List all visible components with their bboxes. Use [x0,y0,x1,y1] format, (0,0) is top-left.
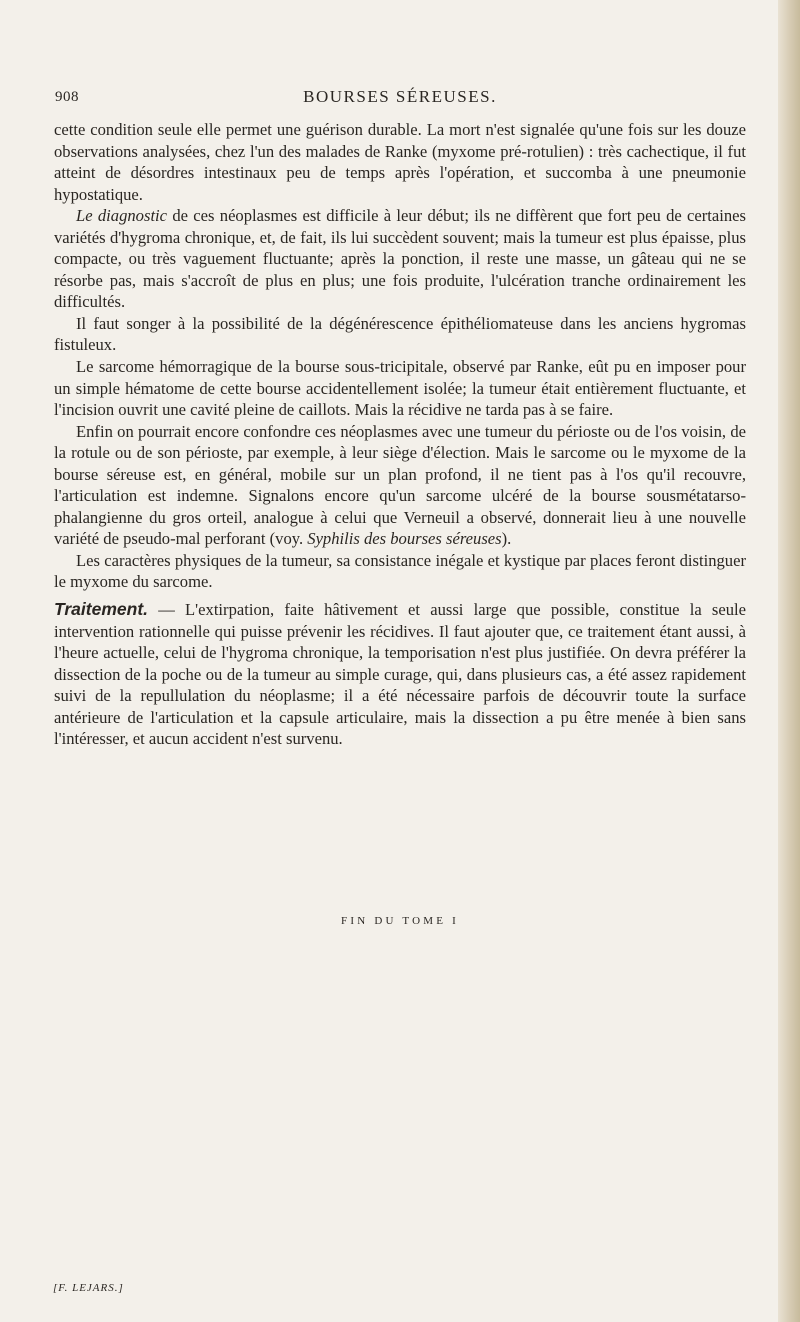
author-signature: [F. LEJARS.] [53,1282,124,1294]
paragraph-text: — L'extirpation, faite hâtivement et aussi large que possible, constitue la seule intervention rationnelle qui puisse prévenir les récidives. Il faut ajouter que, ce traitement étant aussi, à l'heure actuelle, celui de l'hygroma chronique, la temporisation n'est plus justifiée. On devra préférer la dissection de la poche ou de la tumeur au simple curage, qui, dans plusieurs cas, a été assez rapidement suivi de la repullulation du néoplasme; il a été nécessaire parfois de découvrir toute la surface antérieure de l'articulation et la capsule articulaire, mais la dissection a pu être menée à bien sans l'intéresser, et aucun accident n'est survenu. [54,600,746,749]
paragraph-confusion [54,421,746,550]
page-number: 908 [55,89,79,105]
italic-reference: Syphilis des bourses séreuses [307,529,502,549]
paragraph-text: cette condition seule elle permet une guérison durable. La mort n'est signalée qu'une fois sur les douze observations analysées, chez l'un des malades de Ranke (myxome pré-rotulien) : très cachectique, il fut atteint de désordres intestinaux peu de temps après l'opération, et succomba à une pneumonie hypostatique. [54,120,746,204]
paragraph-text: Enfin on pourrait encore confondre ces néoplasmes avec une tumeur du périoste ou de l'os voisin, de la rotule ou de son périoste, par exemple, à leur siège d'élection. Mais le sarcome ou le myxome de la bourse séreuse est, en général, mobile sur un plan profond, il ne tient pas à l'os qu'il recouvre, l'articulation est indemne. Signalons encore qu'un sarcome ulcéré de la bourse sousmétatarso-phalangienne du gros orteil, analogue à celui que Verneuil a observé, donnerait lieu à une nouvelle variété de pseudo-mal perforant (voy. [54,421,746,549]
paragraph-caracteres [54,550,746,593]
page-header [50,85,750,111]
paragraph-condition [54,119,746,205]
body-text [54,119,746,750]
section-heading-traitement: Traitement. [54,599,149,620]
paragraph-traitement [54,599,746,750]
page-edge-shadow [778,0,800,1322]
paragraph-diagnostic [54,205,746,313]
paragraph-text: Les caractères physiques de la tumeur, sa consistance inégale et kystique par places feront distinguer le myxome du sarcome. [54,550,746,592]
paragraph-sarcome [54,356,746,421]
end-of-volume-note: FIN DU TOME I [341,915,459,927]
paragraph-degenerescence [54,313,746,356]
paragraph-text: Il faut songer à la possibilité de la dégénérescence épithéliomateuse dans les anciens hygromas fistuleux. [54,313,746,355]
italic-term-diagnostic: Le diagnostic [76,206,168,226]
paragraph-text: Le sarcome hémorragique de la bourse sous-tricipitale, observé par Ranke, eût pu en imposer pour un simple hématome de cette bourse accidentellement isolée; la tumeur était entièrement fluctuante, et l'incision ouvrit une cavité pleine de caillots. Mais la récidive ne tarda pas à se faire. [54,357,746,420]
paragraph-text-end: ). [501,529,512,549]
running-title: BOURSES SÉREUSES. [303,87,497,106]
paragraph-text: de ces néoplasmes est difficile à leur début; ils ne diffèrent que fort peu de certaines variétés d'hygroma chronique, et, de fait, ils lui succèdent souvent; mais la tumeur est plus épaisse, plus compacte, ou très vaguement fluctuante; après la ponction, il reste une masse, un gâteau qui ne se résorbe pas, mais s'accroît de plus en plus; une fois produite, l'ulcération tranche ordinairement les difficultés. [54,206,746,312]
